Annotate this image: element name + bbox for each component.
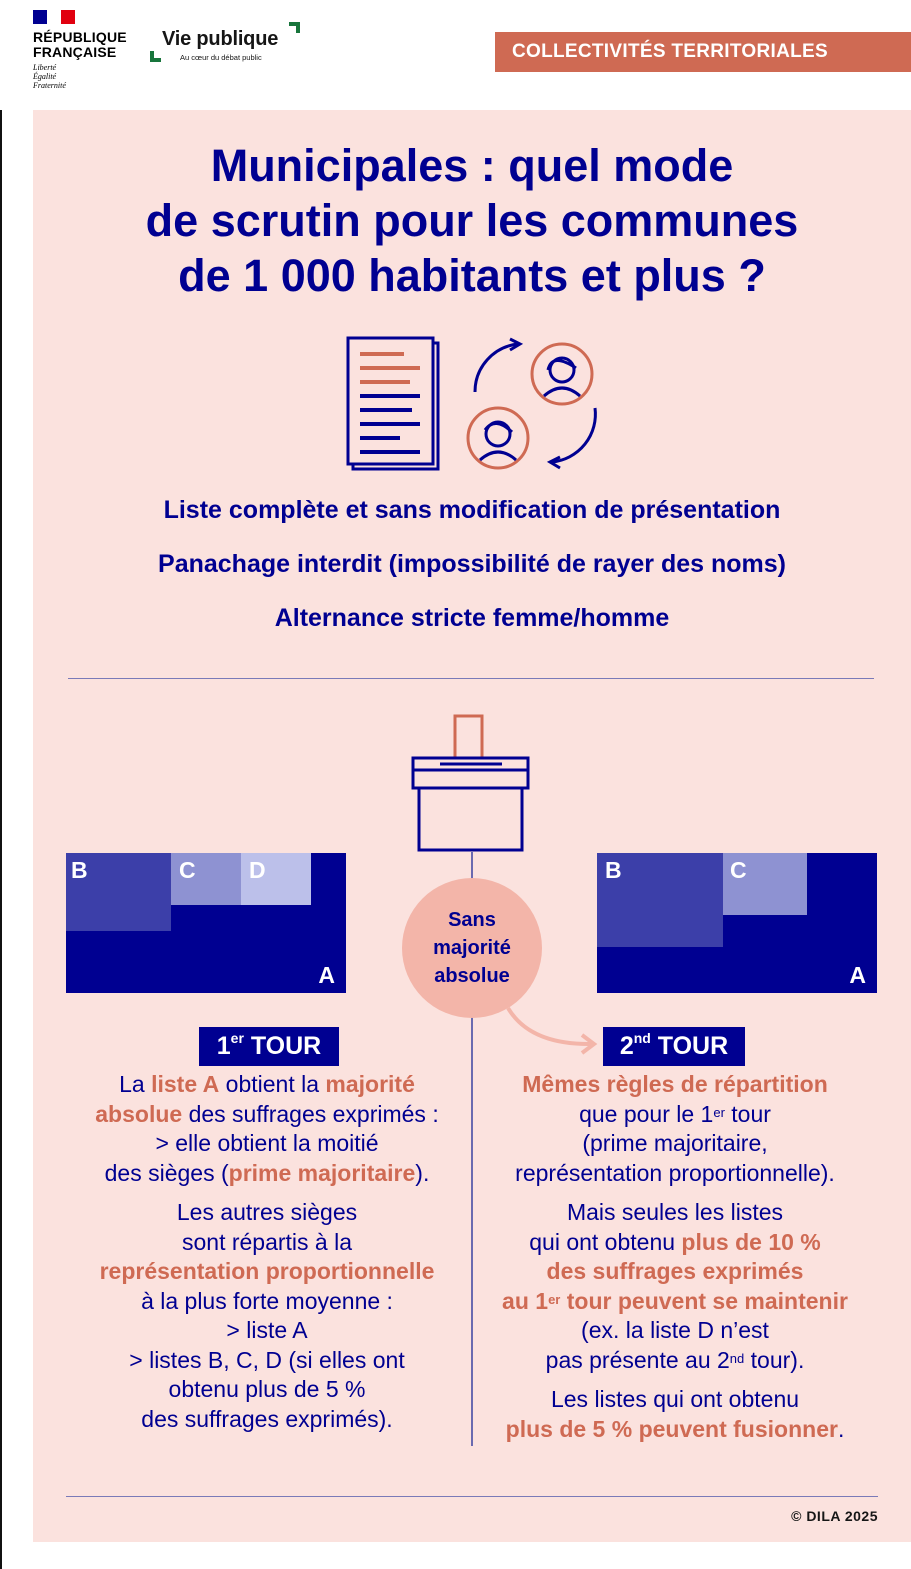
seat-chart-round-1 xyxy=(66,853,346,993)
french-flag-icon xyxy=(33,10,75,24)
corner-mark-icon xyxy=(150,51,161,62)
label-c: C xyxy=(179,857,196,883)
vie-publique-logo[interactable] xyxy=(150,22,300,62)
rule-item: Panachage interdit (impossibilité de rayer des noms) xyxy=(158,550,786,578)
list-and-candidates-illustration xyxy=(340,330,610,480)
first-round-text: La liste A obtient la majorité absolue des suffrages exprimés : > elle obtient la moitié des sièges (prime majoritaire). Les autres sièges sont répartis à la représentation proportionnelle à la plus forte moyenne : > liste A > listes B, C, D (si elles ont obtenu plus de 5 % des suffrages exprimés). xyxy=(95,1071,439,1432)
rf-title-line2: FRANÇAISE xyxy=(33,44,117,60)
rf-motto: Liberté Égalité Fraternité xyxy=(33,63,66,90)
divider xyxy=(66,1496,878,1497)
document-list-icon xyxy=(348,338,438,469)
second-round-text: Mêmes règles de répartition que pour le 1er tour (prime majoritaire, représentation proportionnelle). Mais seules les listes qui ont obtenu plus de 10 % des suffrages exprimés au 1er tour peuvent se maintenir (ex. la liste D n’est pas présente au 2nd tour). Les listes qui ont obtenu plus de 5 % peuvent fusionner. xyxy=(502,1071,848,1442)
ballot-box-icon xyxy=(405,712,537,855)
vie-publique-tagline: Au cœur du débat public xyxy=(180,53,262,62)
label-b: B xyxy=(605,857,622,883)
second-round-label: 2nd TOUR xyxy=(603,1027,745,1066)
category-banner[interactable]: COLLECTIVITÉS TERRITORIALES xyxy=(495,32,911,72)
rules-list xyxy=(33,490,911,652)
first-round-label: 1er TOUR xyxy=(199,1027,339,1066)
no-majority-bubble: Sans majorité absolue xyxy=(402,878,542,1018)
label-b: B xyxy=(71,857,88,883)
republique-francaise-logo[interactable] xyxy=(33,10,143,90)
curved-arrow-icon xyxy=(500,990,610,1060)
page-title: Municipales : quel mode de scrutin pour les communes de 1 000 habitants et plus ? xyxy=(145,140,799,301)
rf-title-line1: RÉPUBLIQUE xyxy=(33,29,127,45)
header xyxy=(0,0,911,110)
label-c: C xyxy=(730,857,747,883)
label-a: A xyxy=(849,962,866,988)
divider xyxy=(68,678,874,679)
corner-mark-icon xyxy=(289,22,300,33)
seat-chart-round-2 xyxy=(597,853,877,993)
rule-item: Liste complète et sans modification de présentation xyxy=(163,496,781,524)
candidates-exchange-icon xyxy=(468,339,595,468)
rule-item: Alternance stricte femme/homme xyxy=(274,604,670,632)
label-d: D xyxy=(249,857,266,883)
label-a: A xyxy=(318,962,335,988)
page-edge xyxy=(0,0,2,1569)
vie-publique-title: Vie publique xyxy=(162,28,279,50)
copyright: © DILA 2025 xyxy=(791,1508,878,1524)
